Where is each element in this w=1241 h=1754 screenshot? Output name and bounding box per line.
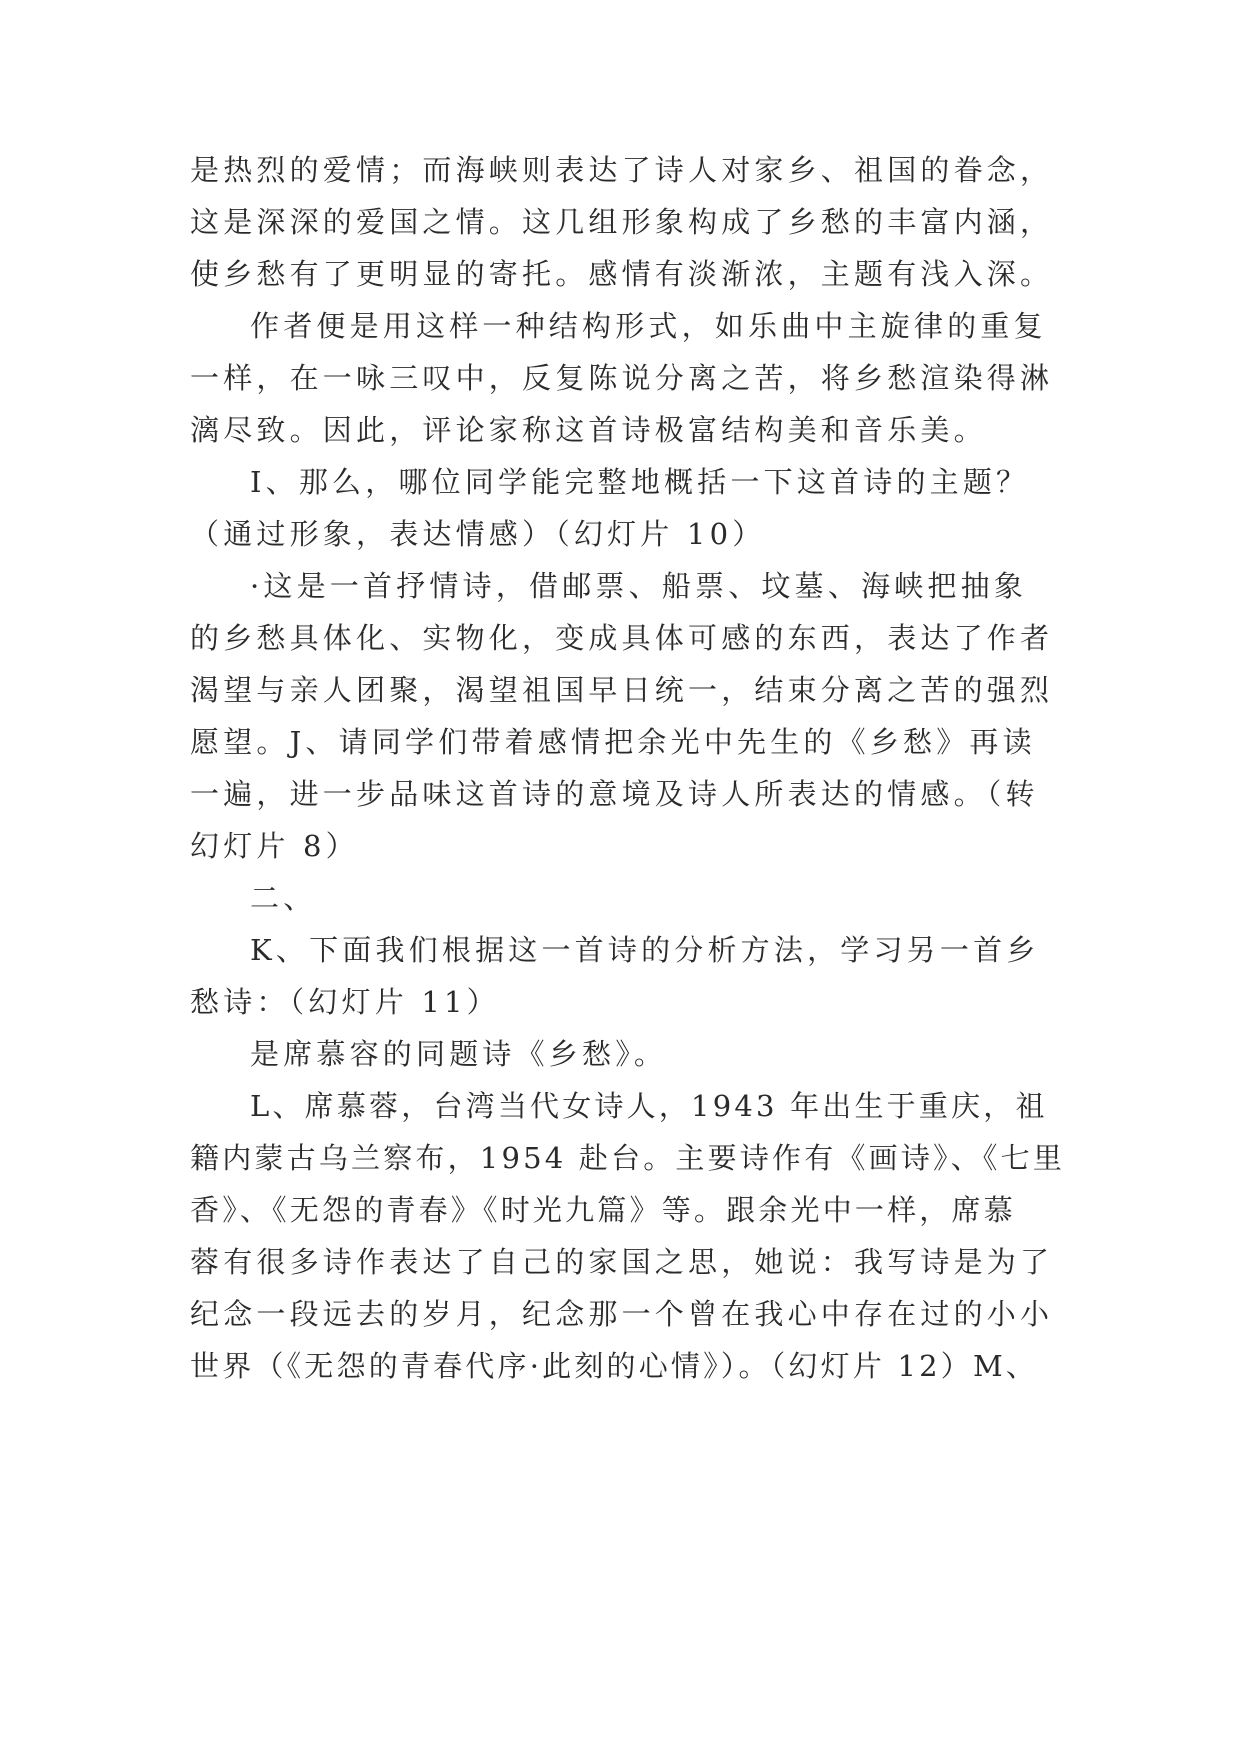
text-line-5: 一样，在一咏三叹中，反复陈说分离之苦，将乡愁渲染得淋 — [190, 361, 1054, 395]
text-line-7: I、那么，哪位同学能完整地概括一下这首诗的主题？ — [250, 465, 1030, 499]
text-line-13: 一遍，进一步品味这首诗的意境及诗人所表达的情感。（转 — [190, 777, 1039, 811]
text-line-23: 纪念一段远去的岁月，纪念那一个曾在我心中存在过的小小 — [190, 1297, 1054, 1331]
text-line-20: 籍内蒙古乌兰察布，1954 赴台。主要诗作有《画诗》、《七里 — [190, 1141, 1066, 1175]
text-line-3: 使乡愁有了更明显的寄托。感情有淡渐浓，主题有浅入深。 — [190, 257, 1054, 291]
text-line-15: 二、 — [250, 881, 317, 915]
text-line-18: 是席慕容的同题诗《乡愁》。 — [250, 1037, 668, 1071]
text-line-14: 幻灯片 8） — [190, 829, 359, 863]
text-line-10: 的乡愁具体化、实物化，变成具体可感的东西，表达了作者 — [190, 621, 1054, 655]
text-line-8: （通过形象，表达情感）（幻灯片 10） — [190, 517, 766, 551]
text-line-17: 愁诗：（幻灯片 11） — [190, 985, 500, 1019]
text-line-24: 世界（《无怨的青春代序·此刻的心情》）。（幻灯片 12）M、 — [190, 1349, 1039, 1383]
text-line-16: K、下面我们根据这一首诗的分析方法，学习另一首乡 — [250, 933, 1040, 967]
text-line-1: 是热烈的爱情；而海峡则表达了诗人对家乡、祖国的眷念， — [190, 153, 1054, 187]
text-line-2: 这是深深的爱国之情。这几组形象构成了乡愁的丰富内涵， — [190, 205, 1054, 239]
text-line-9: ·这是一首抒情诗，借邮票、船票、坟墓、海峡把抽象 — [250, 569, 1028, 603]
text-line-12: 愿望。J、请同学们带着感情把余光中先生的《乡愁》再读 — [190, 725, 1036, 759]
text-line-21: 香》、《无怨的青春》《时光九篇》等。跟余光中一样，席慕 — [190, 1193, 1016, 1227]
text-line-22: 蓉有很多诗作表达了自己的家国之思，她说：我写诗是为了 — [190, 1245, 1054, 1279]
text-line-6: 漓尽致。因此，评论家称这首诗极富结构美和音乐美。 — [190, 413, 987, 447]
text-line-4: 作者便是用这样一种结构形式，如乐曲中主旋律的重复 — [250, 309, 1047, 343]
text-line-19: L、席慕蓉，台湾当代女诗人，1943 年出生于重庆，祖 — [250, 1089, 1048, 1123]
text-line-11: 渴望与亲人团聚，渴望祖国早日统一，结束分离之苦的强烈 — [190, 673, 1054, 707]
